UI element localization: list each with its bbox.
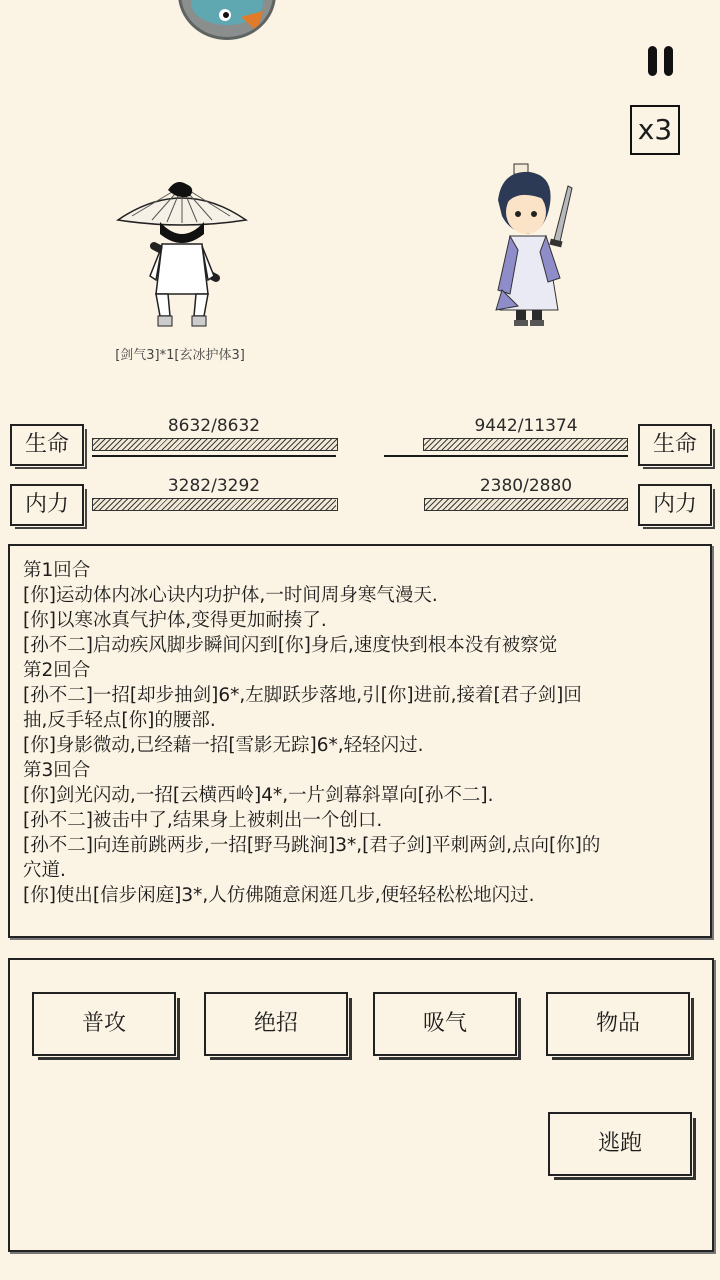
enemy-hp-value: 9442/11374 [474, 416, 578, 436]
enemy-mp-label: 内力 [638, 484, 712, 526]
player-sprite [112, 176, 252, 336]
player-character [112, 176, 252, 336]
log-line: [你]剑光闪动,一招[云横西岭]4*,一片剑幕斜罩向[孙不二]. [23, 785, 494, 806]
flee-button[interactable]: 逃跑 [548, 1112, 692, 1176]
player-hp-fill [93, 439, 337, 450]
player-mp-value: 3282/3292 [167, 476, 261, 496]
log-line: 第2回合 [23, 660, 91, 681]
enemy-character [488, 160, 580, 332]
pause-icon-bar [664, 46, 673, 76]
log-line: [你]使出[信步闲庭]3*,人仿佛随意闲逛几步,便轻轻松松地闪过. [23, 885, 535, 906]
log-line: 第3回合 [23, 760, 91, 781]
player-hp-label: 生命 [10, 424, 84, 466]
log-line: [你]身影微动,已经藉一招[雪影无踪]6*,轻轻闪过. [23, 735, 424, 756]
attack-button[interactable]: 普攻 [32, 992, 176, 1056]
items-button[interactable]: 物品 [546, 992, 690, 1056]
enemy-hp-underline [384, 455, 628, 457]
speed-toggle-button[interactable]: x3 [630, 105, 680, 155]
action-panel [8, 958, 714, 1252]
pause-icon [648, 46, 657, 76]
enemy-mp-bar [384, 498, 628, 511]
player-hp-bar [92, 438, 338, 451]
player-mp-bar [92, 498, 338, 511]
log-line: [你]运动体内冰心诀内功护体,一时间周身寒气漫天. [23, 585, 438, 606]
top-avatar[interactable] [178, 0, 276, 40]
log-line: 穴道. [23, 860, 66, 881]
breathe-button[interactable]: 吸气 [373, 992, 517, 1056]
log-line: [孙不二]向连前跳两步,一招[野马跳涧]3*,[君子剑]平刺两剑,点向[你]的 [23, 835, 601, 856]
enemy-hp-label: 生命 [638, 424, 712, 466]
enemy-sprite [488, 160, 580, 332]
enemy-hp-fill [424, 439, 627, 450]
enemy-mp-value: 2380/2880 [479, 476, 573, 496]
player-buff-status: [剑气3]*1[玄冰护体3] [115, 348, 245, 363]
player-mp-fill [93, 499, 336, 510]
player-hp-underline [92, 455, 336, 457]
enemy-hp-track [423, 438, 628, 451]
enemy-mp-track [424, 498, 628, 511]
player-mp-label: 内力 [10, 484, 84, 526]
battle-log-lines [23, 558, 700, 908]
log-line: [孙不二]被击中了,结果身上被刺出一个创口. [23, 810, 383, 831]
pause-button[interactable] [640, 44, 680, 80]
enemy-mp-fill [425, 499, 627, 510]
log-line: [孙不二]启动疾风脚步瞬间闪到[你]身后,速度快到根本没有被察觉 [23, 635, 558, 656]
log-line: [你]以寒冰真气护体,变得更加耐揍了. [23, 610, 327, 631]
player-hp-value: 8632/8632 [167, 416, 261, 436]
log-line: 抽,反手轻点[你]的腰部. [23, 710, 216, 731]
enemy-hp-bar [384, 438, 628, 451]
ultimate-button[interactable]: 绝招 [204, 992, 348, 1056]
log-line: [孙不二]一招[却步抽剑]6*,左脚跃步落地,引[你]进前,接着[君子剑]回 [23, 685, 582, 706]
log-line: 第1回合 [23, 560, 91, 581]
creature-icon [181, 0, 273, 37]
battle-log[interactable] [8, 544, 712, 938]
